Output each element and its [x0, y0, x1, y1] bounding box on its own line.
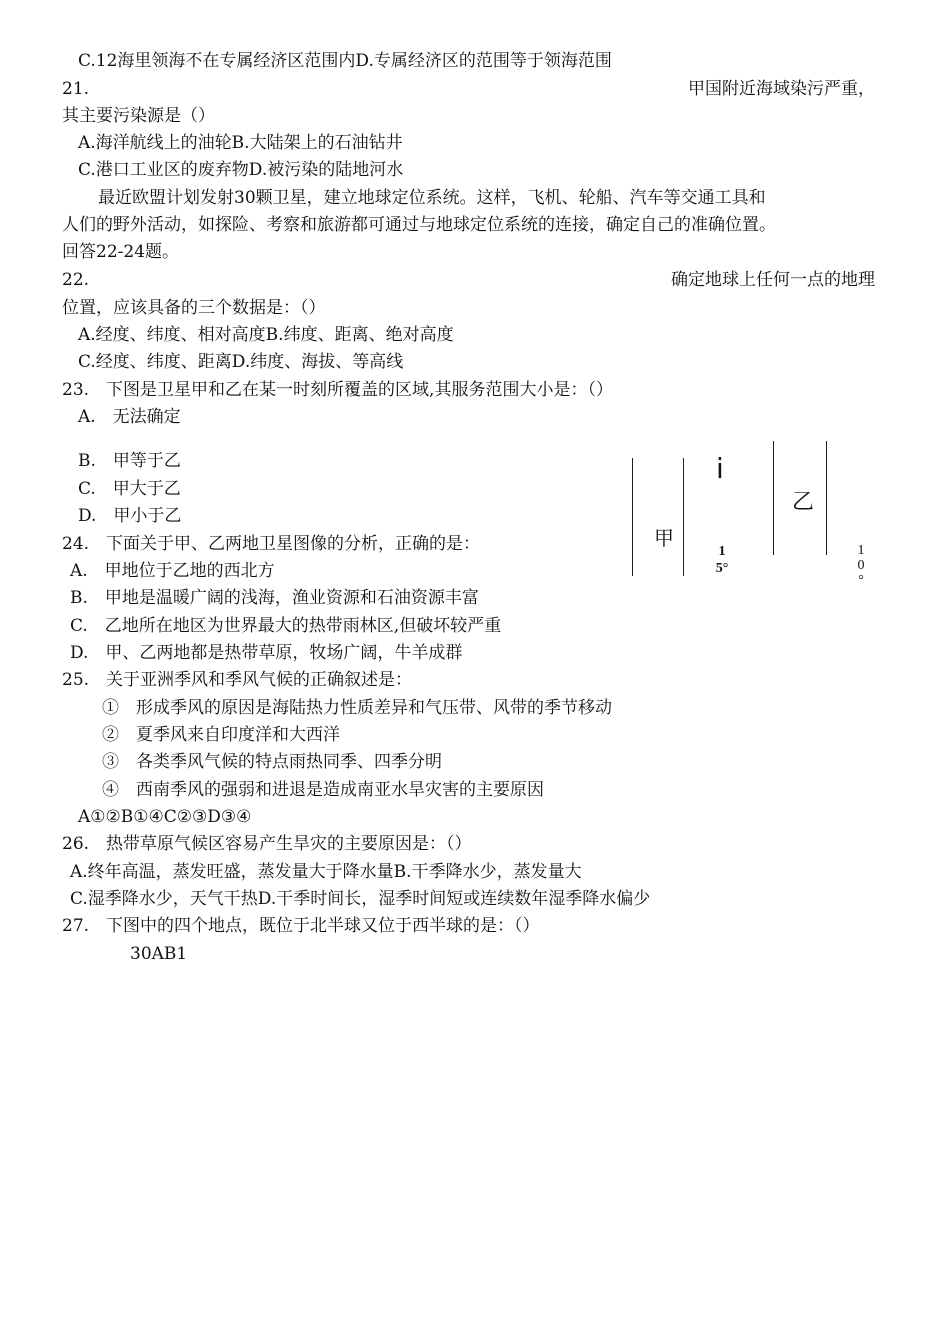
q23-stem: 23. 下图是卫星甲和乙在某一时刻所覆盖的区域,其服务范围大小是：（） — [62, 380, 613, 400]
q21-text-a: 甲国附近海域染污严重， — [688, 79, 875, 99]
q20-options-cd: C.12海里领海不在专属经济区范围内D.专属经济区的范围等于领海范围 — [78, 51, 612, 71]
q23-option-d: D. 甲小于乙 — [78, 506, 182, 526]
label-i: i — [716, 452, 724, 485]
label-15-degree: 1 5° — [715, 544, 729, 576]
q21-text-b: 其主要污染源是（） — [62, 106, 215, 126]
q25-item-1: ① 形成季风的原因是海陆热力性质差异和气压带、风带的季节移动 — [102, 698, 612, 718]
figure-line — [773, 441, 774, 555]
q24-option-b: B. 甲地是温暖广阔的浅海，渔业资源和石油资源丰富 — [70, 588, 479, 608]
q22-text-b: 位置，应该具备的三个数据是：（） — [62, 298, 326, 318]
q21-number: 21. — [62, 79, 90, 99]
passage-line-1: 最近欧盟计划发射30颗卫星，建立地球定位系统。这样，飞机、轮船、汽车等交通工具和 — [98, 188, 766, 208]
q25-item-3: ③ 各类季风气候的特点雨热同季、四季分明 — [102, 752, 442, 772]
q25-options: A①②B①④C②③D③④ — [78, 807, 252, 827]
q25-stem: 25. 关于亚洲季风和季风气候的正确叙述是： — [62, 670, 413, 690]
passage-line-3: 回答22-24题。 — [62, 242, 180, 262]
q23-option-c: C. 甲大于乙 — [78, 479, 181, 499]
q24-option-c: C. 乙地所在地区为世界最大的热带雨林区,但破坏较严重 — [70, 616, 502, 636]
q24-option-a: A. 甲地位于乙地的西北方 — [70, 561, 275, 581]
q26-stem: 26. 热带草原气候区容易产生旱灾的主要原因是：（） — [62, 834, 472, 854]
q27-figure-labels: 30AB1 — [130, 944, 188, 964]
q26-options-cd: C.湿季降水少，天气干热D.干季时间长，湿季时间短或连续数年湿季降水偏少 — [70, 889, 651, 909]
q23-option-a: A. 无法确定 — [78, 407, 181, 427]
figure-line — [632, 458, 633, 576]
passage-line-2: 人们的野外活动，如探险、考察和旅游都可通过与地球定位系统的连接，确定自己的准确位置。 — [62, 215, 776, 235]
q27-stem: 27. 下图中的四个地点，既位于北半球又位于西半球的是：（） — [62, 916, 540, 936]
figure-line — [826, 441, 827, 555]
q23-option-b: B. 甲等于乙 — [78, 451, 181, 471]
q22-options-ab: A.经度、纬度、相对高度B.纬度、距离、绝对高度 — [78, 325, 454, 345]
q22-options-cd: C.经度、纬度、距离D.纬度、海拔、等高线 — [78, 352, 404, 372]
q22-number: 22. — [62, 270, 90, 290]
q21-options-ab: A.海洋航线上的油轮B.大陆架上的石油钻井 — [78, 133, 403, 153]
figure-line — [683, 458, 684, 576]
q22-text-a: 确定地球上任何一点的地理 — [671, 270, 875, 290]
q25-item-2: ② 夏季风来自印度洋和大西洋 — [102, 725, 340, 745]
label-yi: 乙 — [792, 490, 815, 515]
q24-stem: 24. 下面关于甲、乙两地卫星图像的分析，正确的是： — [62, 534, 481, 554]
label-jia: 甲 — [654, 526, 674, 550]
q25-item-4: ④ 西南季风的强弱和进退是造成南亚水旱灾害的主要原因 — [102, 780, 544, 800]
q21-options-cd: C.港口工业区的废弃物D.被污染的陆地河水 — [78, 160, 404, 180]
label-10-degree: 1 0 ° — [857, 543, 865, 588]
q26-options-ab: A.终年高温，蒸发旺盛，蒸发量大于降水量B.干季降水少，蒸发量大 — [70, 862, 582, 882]
q24-option-d: D. 甲、乙两地都是热带草原，牧场广阔，牛羊成群 — [70, 643, 463, 663]
